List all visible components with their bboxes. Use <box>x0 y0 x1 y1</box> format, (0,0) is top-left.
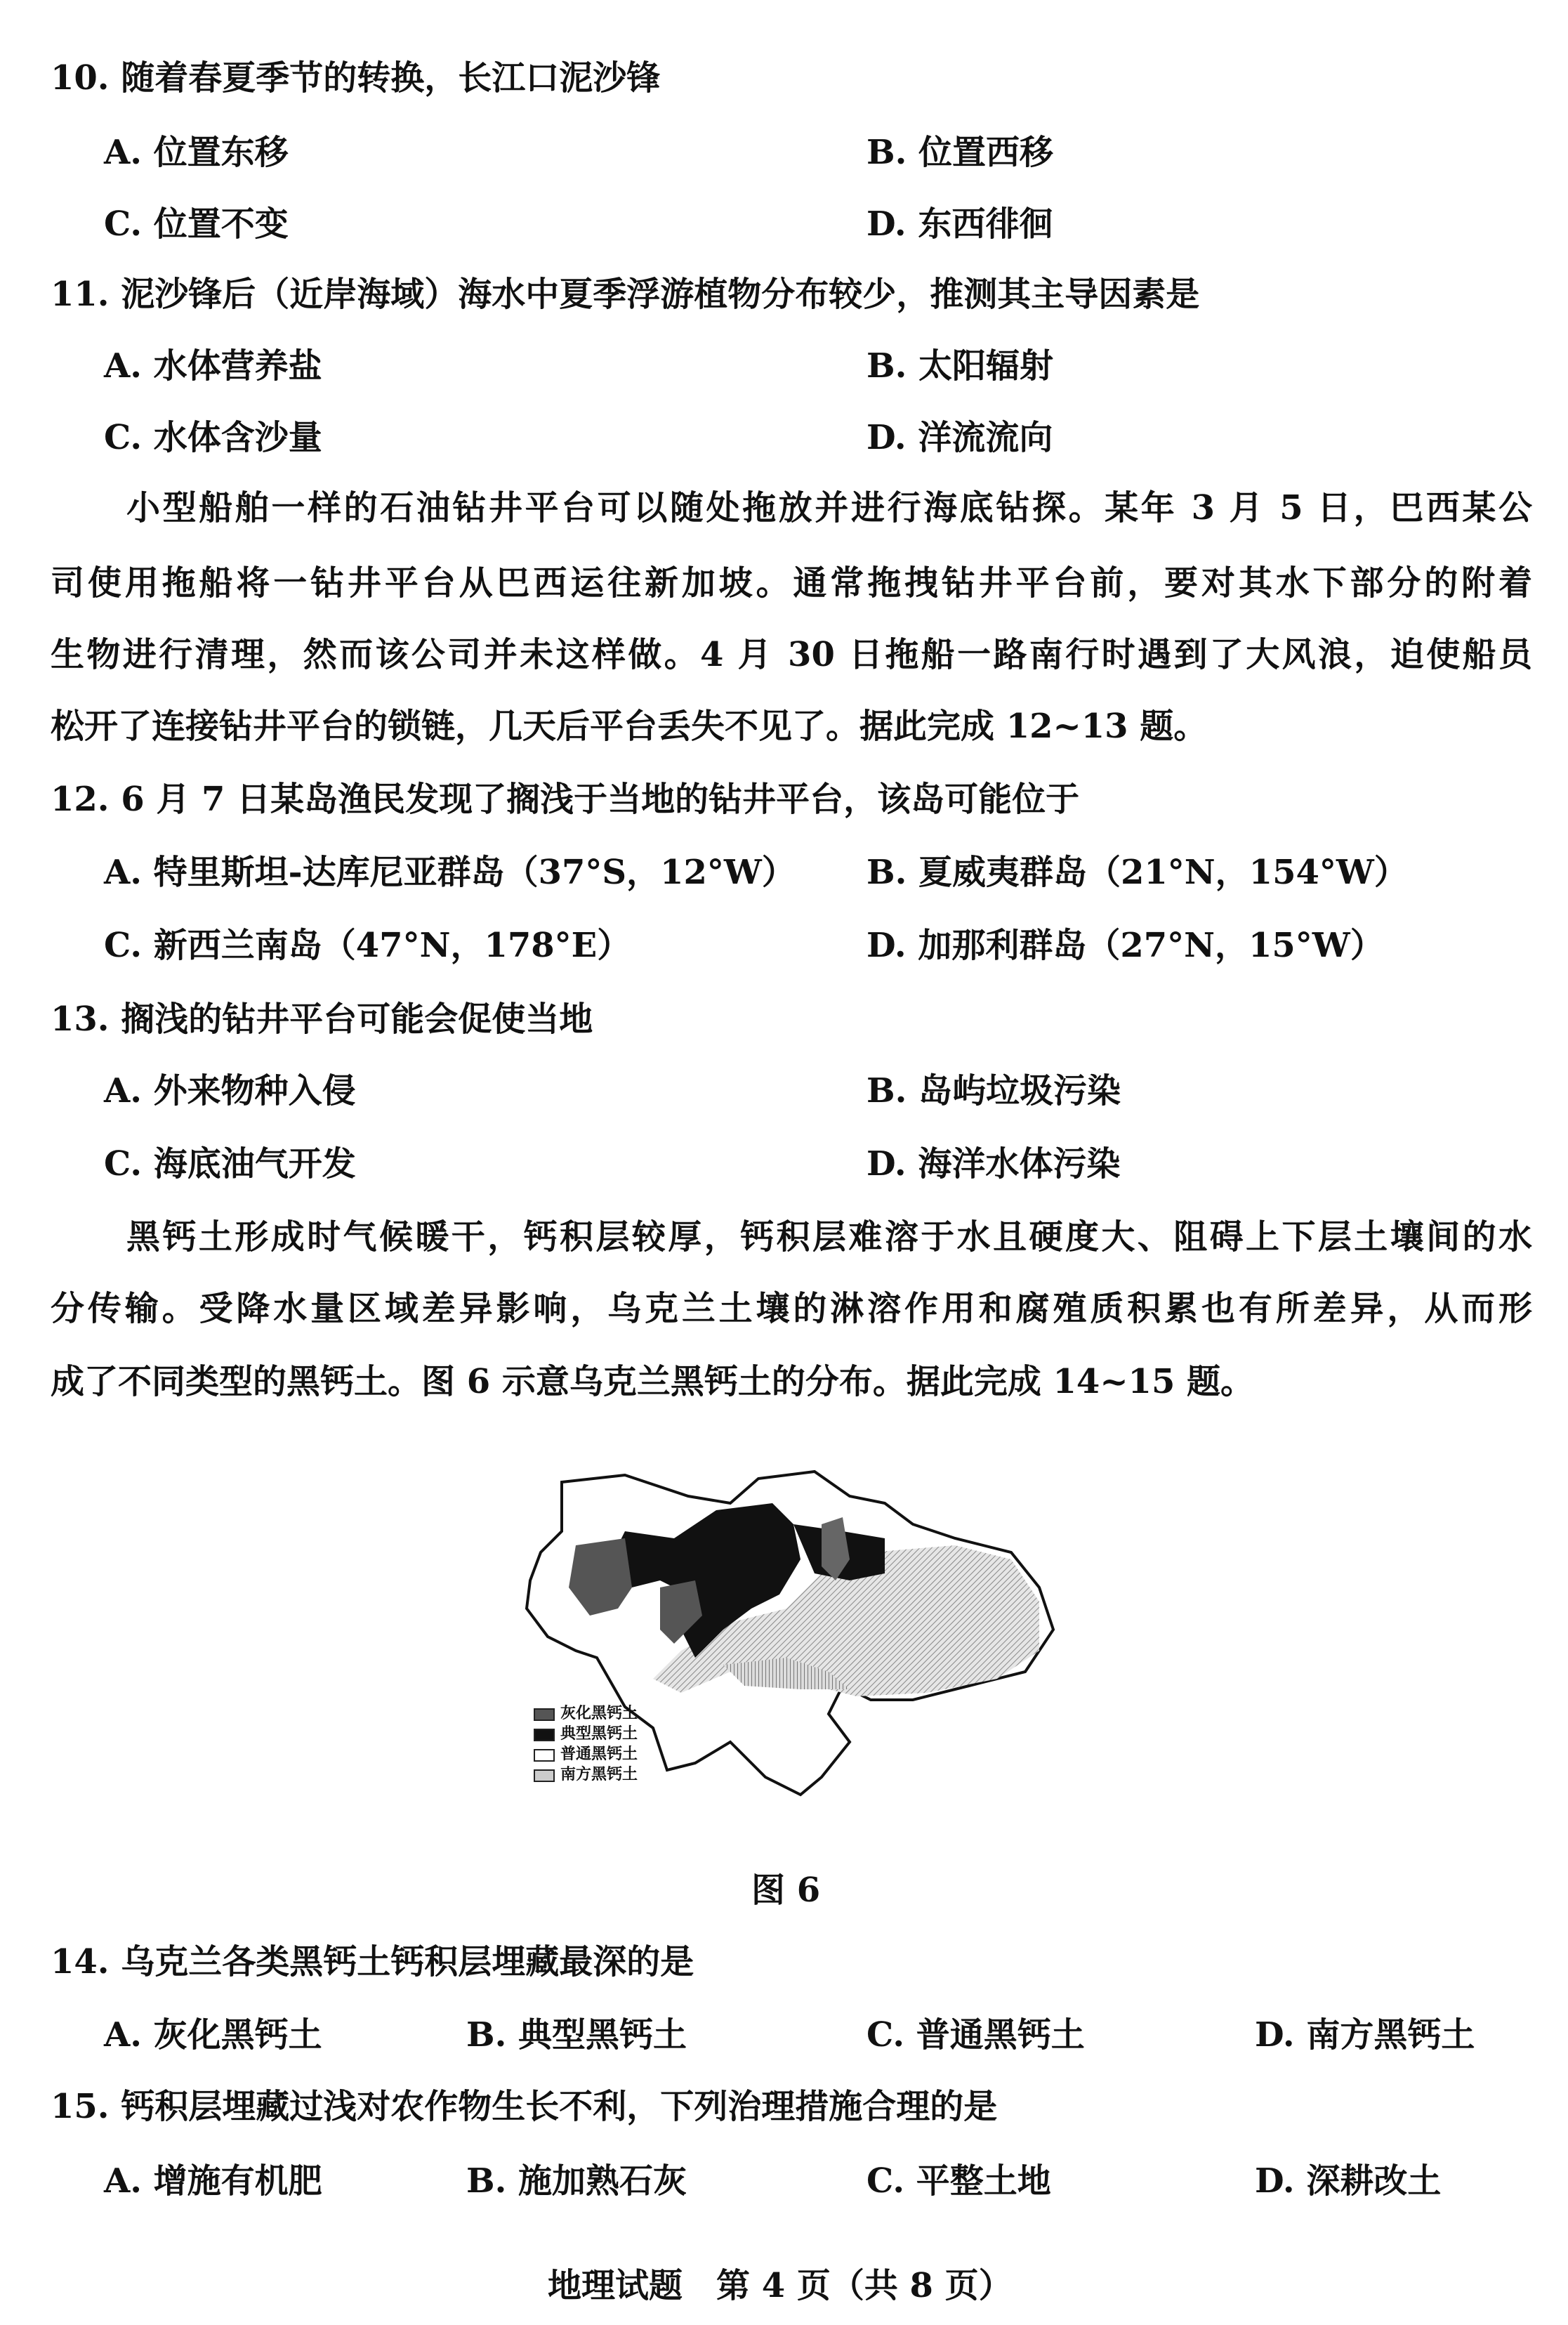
q11-option-d: D. 洋流流向 <box>867 418 1053 457</box>
q13-option-d: D. 海洋水体污染 <box>867 1144 1121 1184</box>
q15-option-c: C. 平整土地 <box>867 2161 1051 2201</box>
passage2-line: 成了不同类型的黑钙土。图 6 示意乌克兰黑钙土的分布。据此完成 14~15 题。 <box>51 1362 1255 1401</box>
passage1-line: 生物进行清理，然而该公司并未这样做。4 月 30 日拖船一路南行时遇到了大风浪，迫使船员 <box>51 635 1532 674</box>
q11-stem: 11. 泥沙锋后（近岸海域）海水中夏季浮游植物分布较少，推测其主导因素是 <box>51 275 1200 314</box>
passage1-line: 司使用拖船将一钻井平台从巴西运往新加坡。通常拖拽钻井平台前，要对其水下部分的附着 <box>51 563 1532 603</box>
q14-option-d: D. 南方黑钙土 <box>1255 2015 1475 2055</box>
q11-option-c: C. 水体含沙量 <box>104 418 322 457</box>
q14-option-c: C. 普通黑钙土 <box>867 2015 1085 2055</box>
page-footer: 地理试题 第 4 页（共 8 页） <box>548 2266 1013 2305</box>
legend-label: 灰化黑钙土 <box>560 1704 638 1722</box>
legend-swatch-typical <box>534 1729 555 1741</box>
q13-option-c: C. 海底油气开发 <box>104 1144 356 1184</box>
q10-option-a: A. 位置东移 <box>104 133 289 172</box>
passage2-line: 分传输。受降水量区域差异影响，乌克兰土壤的淋溶作用和腐殖质积累也有所差异，从而形 <box>51 1289 1532 1328</box>
q13-option-b: B. 岛屿垃圾污染 <box>867 1071 1121 1111</box>
q11-option-a: A. 水体营养盐 <box>104 346 322 386</box>
q12-stem: 12. 6 月 7 日某岛渔民发现了搁浅于当地的钻井平台，该岛可能位于 <box>51 780 1080 819</box>
q12-option-d: D. 加那利群岛（27°N，15°W） <box>867 926 1384 965</box>
q14-option-a: A. 灰化黑钙土 <box>104 2015 322 2055</box>
q11-option-b: B. 太阳辐射 <box>867 346 1053 386</box>
legend-swatch-ordinary <box>534 1749 555 1762</box>
passage1-line: 松开了连接钻井平台的锁链，几天后平台丢失不见了。据此完成 12~13 题。 <box>51 707 1208 746</box>
passage1-line: 小型船舶一样的石油钻井平台可以随处拖放并进行海底钻探。某年 3 月 5 日，巴西某公 <box>126 488 1532 528</box>
legend-swatch-podzolized <box>534 1708 555 1721</box>
passage2-line: 黑钙土形成时气候暖干，钙积层较厚，钙积层难溶于水且硬度大、阻碍上下层土壤间的水 <box>126 1217 1532 1257</box>
q12-option-c: C. 新西兰南岛（47°N，178°E） <box>104 926 631 965</box>
q15-stem: 15. 钙积层埋藏过浅对农作物生长不利，下列治理措施合理的是 <box>51 2087 998 2126</box>
q12-option-b: B. 夏威夷群岛（21°N，154°W） <box>867 853 1408 892</box>
q15-option-a: A. 增施有机肥 <box>104 2161 322 2201</box>
q15-option-d: D. 深耕改土 <box>1255 2161 1442 2201</box>
q12-option-a: A. 特里斯坦-达库尼亚群岛（37°S，12°W） <box>104 853 796 892</box>
q10-stem: 10. 随着春夏季节的转换，长江口泥沙锋 <box>51 58 661 98</box>
q15-option-b: B. 施加熟石灰 <box>466 2161 687 2201</box>
figure-caption: 图 6 <box>751 1871 821 1910</box>
q13-stem: 13. 搁浅的钻井平台可能会促使当地 <box>51 1000 593 1039</box>
q13-option-a: A. 外来物种入侵 <box>104 1071 356 1111</box>
q10-option-c: C. 位置不变 <box>104 204 289 244</box>
legend-label: 南方黑钙土 <box>560 1765 638 1783</box>
q14-stem: 14. 乌克兰各类黑钙土钙积层埋藏最深的是 <box>51 1942 694 1982</box>
q10-option-d: D. 东西徘徊 <box>867 204 1053 244</box>
q10-option-b: B. 位置西移 <box>867 133 1053 172</box>
ukraine-chernozem-map <box>520 1447 1095 1840</box>
legend-swatch-southern <box>534 1769 555 1782</box>
legend-label: 普通黑钙土 <box>560 1745 638 1763</box>
q14-option-b: B. 典型黑钙土 <box>466 2015 687 2055</box>
legend-label: 典型黑钙土 <box>560 1724 638 1743</box>
